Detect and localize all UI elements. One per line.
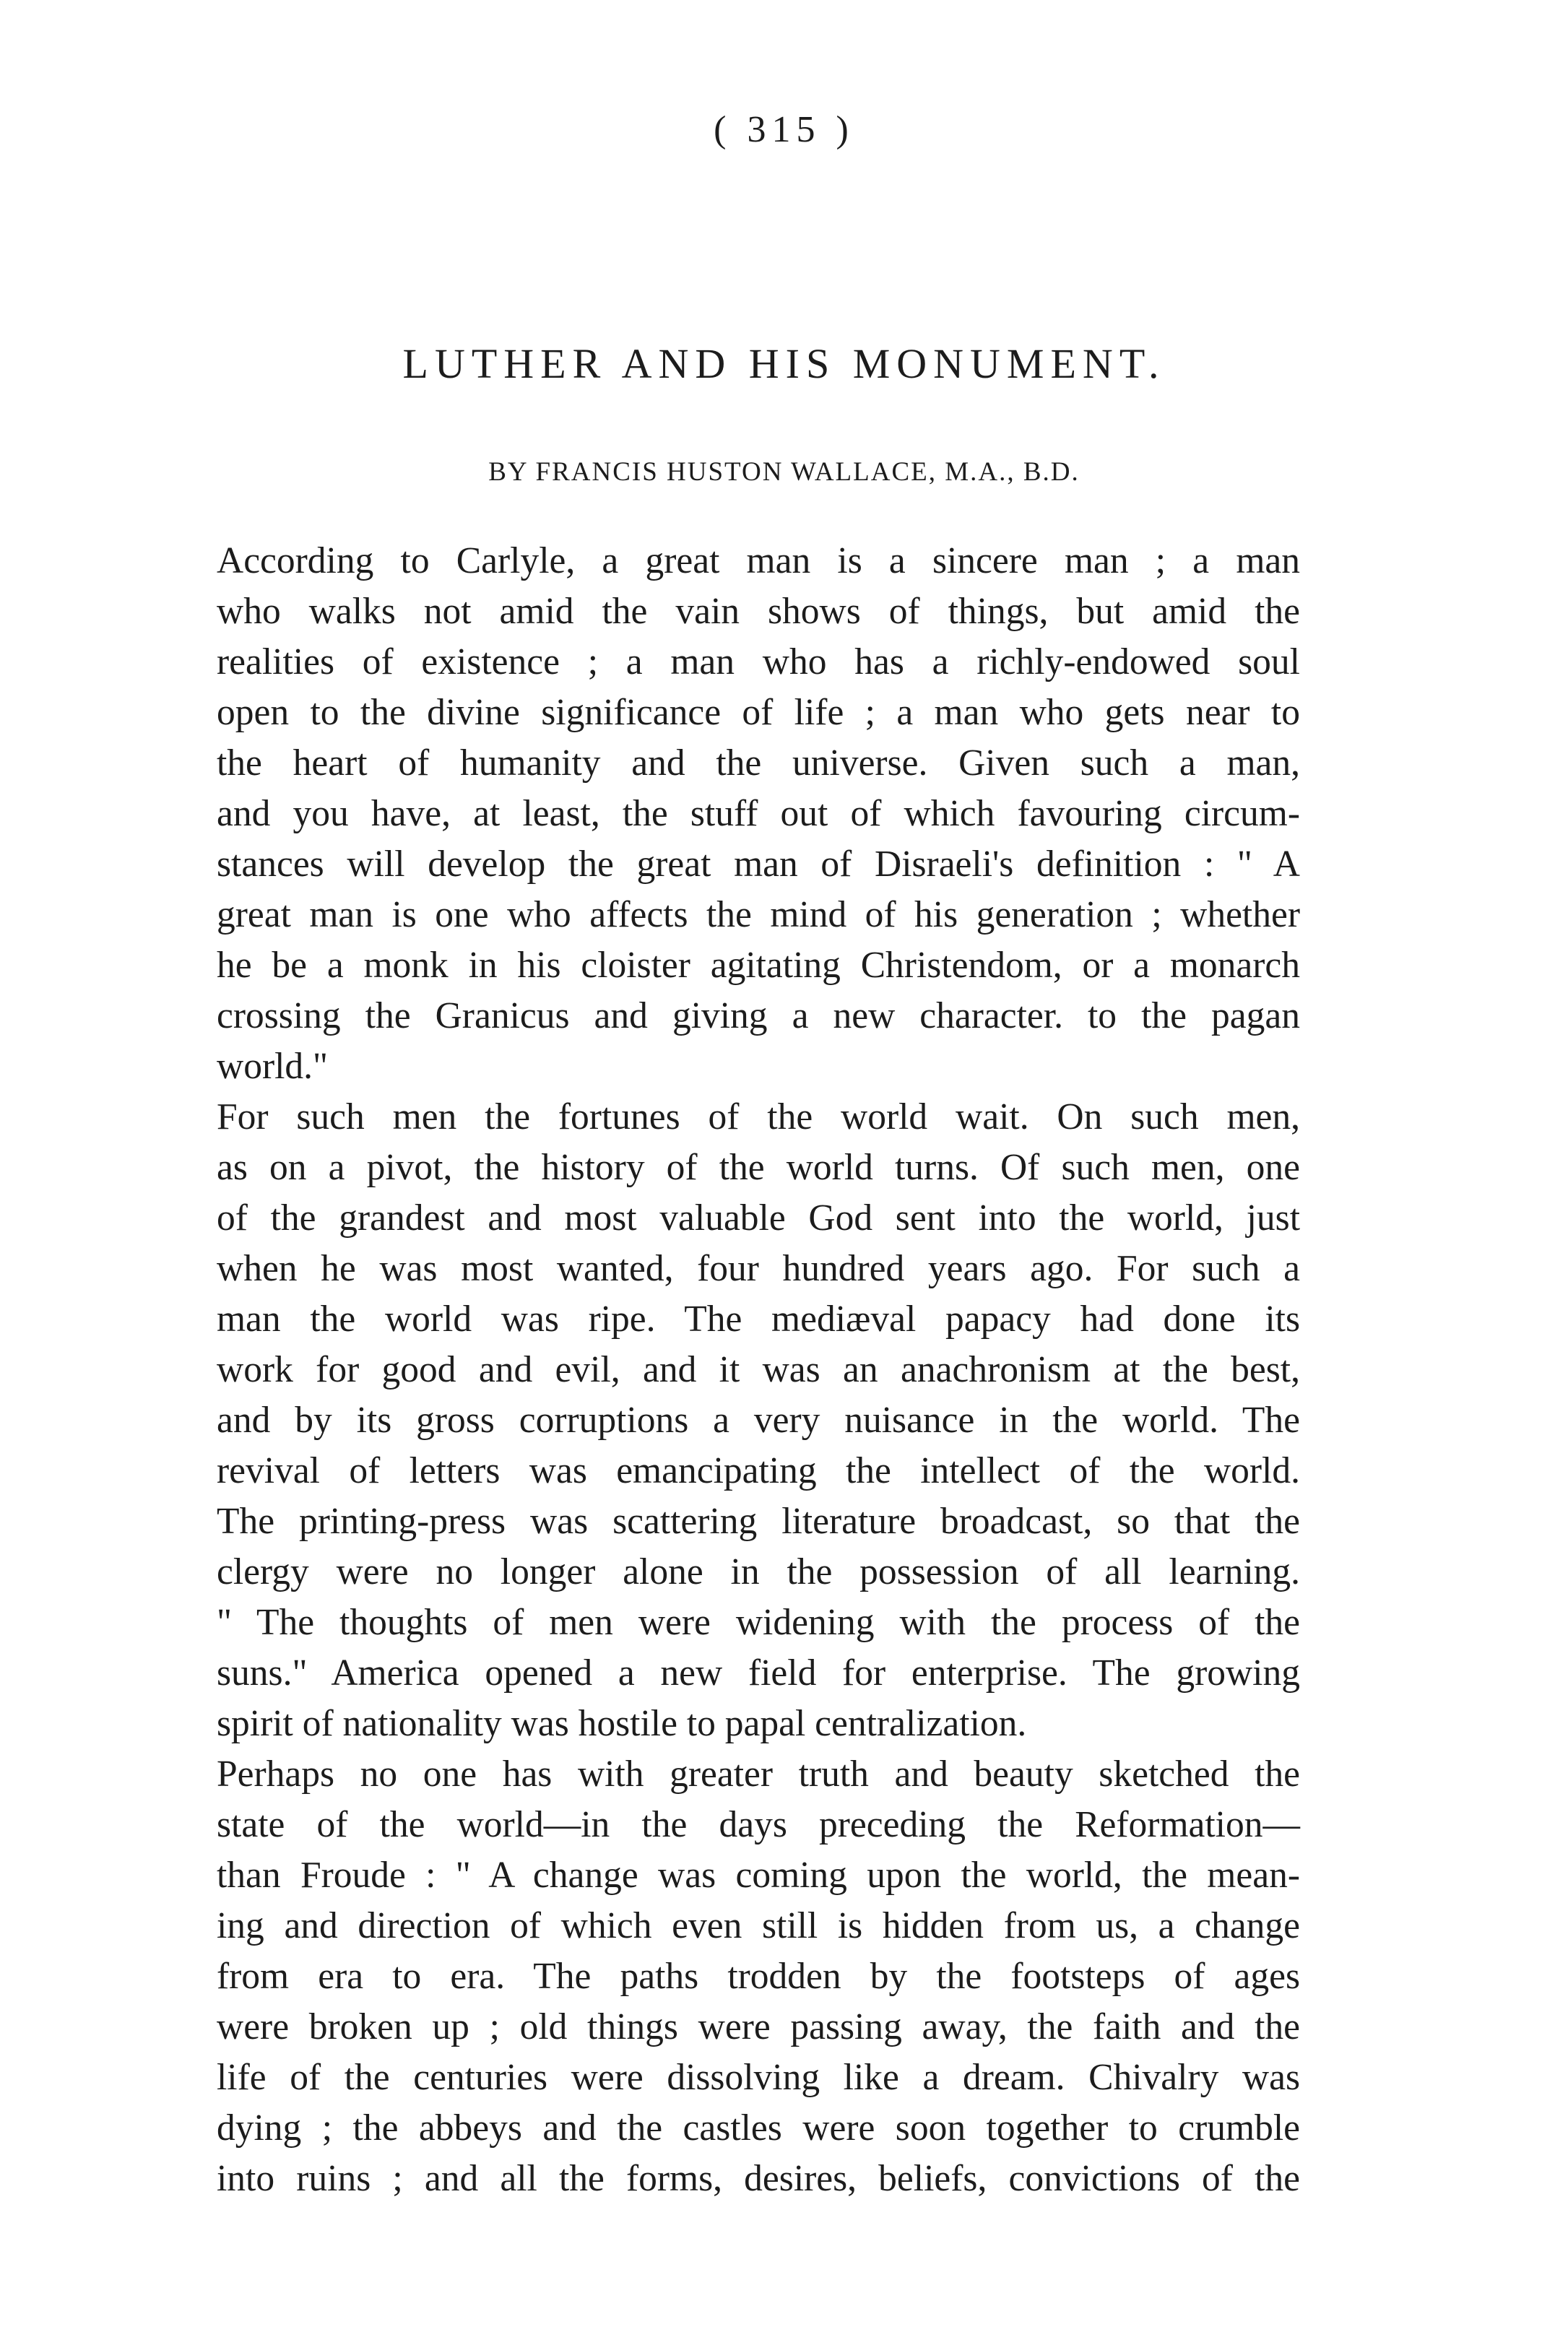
text-line: stances will develop the great man of Disraeli's definition : " A <box>217 844 1300 885</box>
text-line: Perhaps no one has with greater truth and beauty sketched the <box>217 1754 1300 1795</box>
text-line: when he was most wanted, four hundred years ago. For such a <box>217 1248 1300 1289</box>
text-line: ing and direction of which even still is hidden from us, a change <box>217 1905 1300 1946</box>
text-line: revival of letters was emancipating the intellect of the world. <box>217 1450 1300 1491</box>
text-line: world." <box>217 1046 329 1087</box>
text-line: of the grandest and most valuable God sent into the world, just <box>217 1197 1300 1239</box>
text-line: dying ; the abbeys and the castles were soon together to crumble <box>217 2107 1300 2149</box>
text-line: as on a pivot, the history of the world turns. Of such men, one <box>217 1147 1300 1188</box>
byline: BY FRANCIS HUSTON WALLACE, M.A., B.D. <box>488 457 1080 487</box>
text-line: than Froude : " A change was coming upon the world, the mean- <box>217 1855 1300 1896</box>
text-line: and you have, at least, the stuff out of which favouring circum- <box>217 793 1300 834</box>
text-line: great man is one who affects the mind of his generation ; whether <box>217 894 1300 935</box>
text-line: clergy were no longer alone in the possession of all learning. <box>217 1551 1300 1592</box>
text-line: According to Carlyle, a great man is a sincere man ; a man <box>217 540 1300 581</box>
text-line: were broken up ; old things were passing away, the faith and the <box>217 2006 1300 2047</box>
text-line: man the world was ripe. The mediæval papacy had done its <box>217 1299 1300 1340</box>
page-number: ( 315 ) <box>714 109 854 150</box>
text-line: who walks not amid the vain shows of things, but amid the <box>217 591 1300 632</box>
text-line: For such men the fortunes of the world wait. On such men, <box>217 1096 1300 1137</box>
text-line: the heart of humanity and the universe. Given such a man, <box>217 742 1300 784</box>
article-body <box>217 536 1300 2204</box>
text-line: state of the world—in the days preceding the Reformation— <box>217 1804 1300 1845</box>
text-line: he be a monk in his cloister agitating Christendom, or a monarch <box>217 945 1300 986</box>
text-line: into ruins ; and all the forms, desires, beliefs, convictions of the <box>217 2158 1300 2199</box>
text-line: " The thoughts of men were widening with the process of the <box>217 1602 1300 1643</box>
text-line: life of the centuries were dissolving like a dream. Chivalry was <box>217 2057 1300 2098</box>
text-line: spirit of nationality was hostile to papal centralization. <box>217 1703 1027 1744</box>
text-line: from era to era. The paths trodden by the footsteps of ages <box>217 1956 1300 1997</box>
article-title: LUTHER AND HIS MONUMENT. <box>402 340 1166 387</box>
text-line: and by its gross corruptions a very nuisance in the world. The <box>217 1400 1300 1441</box>
text-line: crossing the Granicus and giving a new character. to the pagan <box>217 995 1300 1036</box>
text-line: realities of existence ; a man who has a richly-endowed soul <box>217 641 1300 682</box>
text-line: work for good and evil, and it was an anachronism at the best, <box>217 1349 1300 1390</box>
text-line: suns." America opened a new field for enterprise. The growing <box>217 1652 1300 1694</box>
text-line: The printing-press was scattering literature broadcast, so that the <box>217 1501 1300 1542</box>
text-line: open to the divine significance of life ; a man who gets near to <box>217 692 1300 733</box>
